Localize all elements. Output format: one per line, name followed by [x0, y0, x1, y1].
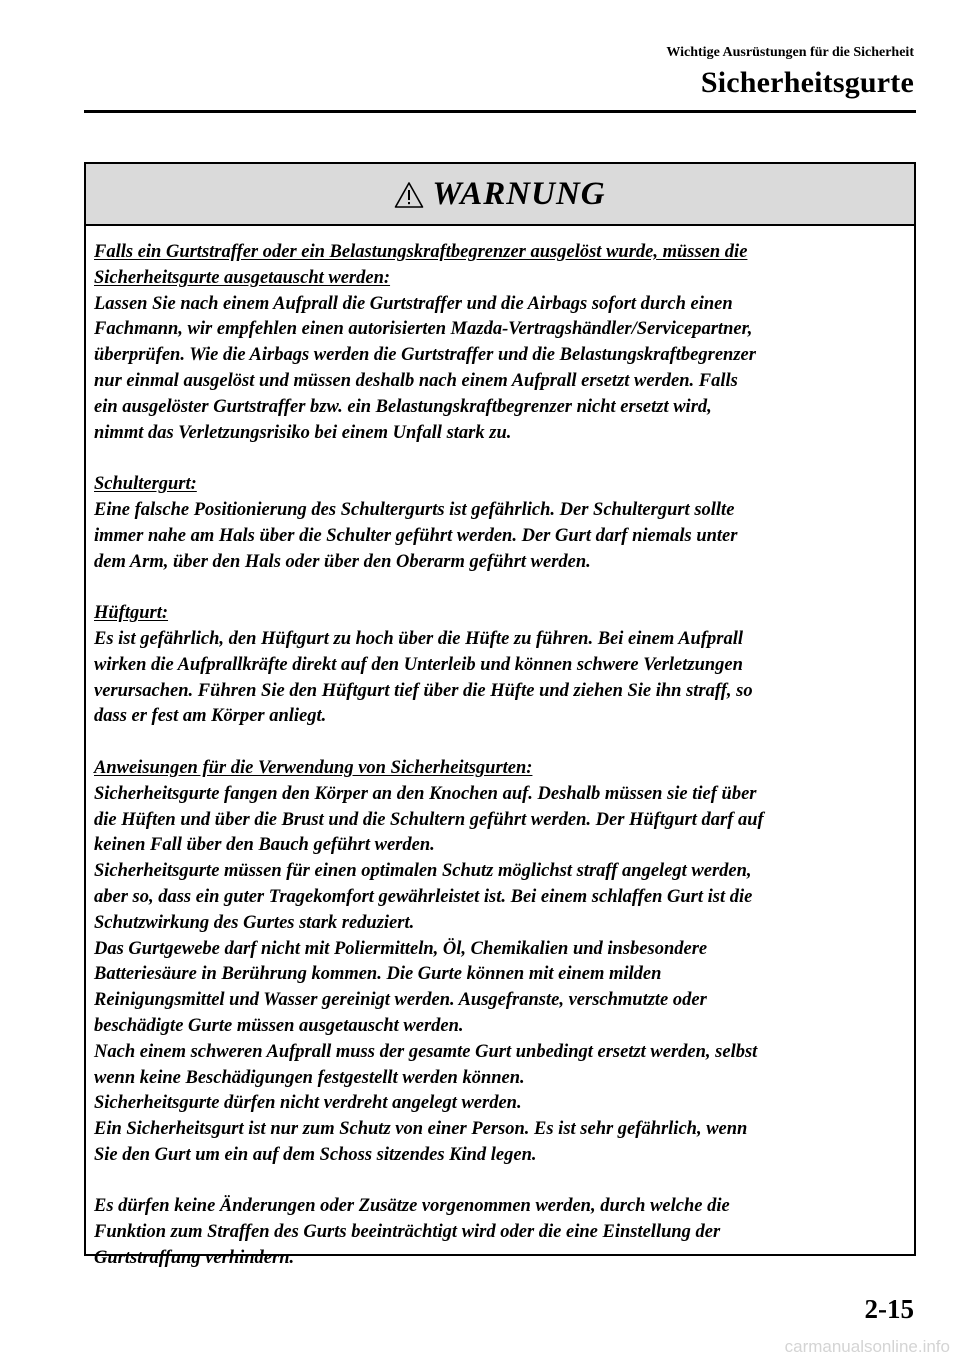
text-line: beschädigte Gurte müssen ausgetauscht werden.	[94, 1015, 464, 1036]
warning-block-modifications	[94, 1194, 906, 1271]
text-line: nimmt das Verletzungsrisiko bei einem Unfall stark zu.	[94, 422, 512, 443]
text-line: Es ist gefährlich, den Hüftgurt zu hoch über die Hüfte zu führen. Bei einem Aufprall	[94, 628, 743, 649]
text-line: überprüfen. Wie die Airbags werden die Gurtstraffer und die Belastungskraftbegrenzer	[94, 345, 756, 366]
warning-body	[86, 226, 914, 1272]
text-line: dass er fest am Körper anliegt.	[94, 706, 327, 727]
page-title: Sicherheitsgurte	[700, 66, 914, 99]
text-line: aber so, dass ein guter Tragekomfort gewährleistet ist. Bei einem schlaffen Gurt ist die	[94, 886, 753, 907]
warning-box	[84, 162, 916, 1269]
watermark: carmanualsonline.info	[784, 1337, 950, 1356]
text-line: Es dürfen keine Änderungen oder Zusätze vorgenommen werden, durch welche die	[94, 1196, 730, 1217]
text-line: Nach einem schweren Aufprall muss der gesamte Gurt unbedingt ersetzt werden, selbst	[94, 1041, 758, 1062]
text-line: Ein Sicherheitsgurt ist nur zum Schutz von einer Person. Es ist sehr gefährlich, wenn	[94, 1119, 748, 1140]
text-line: wenn keine Beschädigungen festgestellt werden können.	[94, 1067, 525, 1088]
text-line: ein ausgelöster Gurtstraffer bzw. ein Belastungskraftbegrenzer nicht ersetzt wird,	[94, 396, 712, 417]
block-heading: Sicherheitsgurte ausgetauscht werden:	[94, 267, 391, 288]
text-line: Batteriesäure in Berührung kommen. Die Gurte können mit einem milden	[94, 964, 662, 985]
text-line: Gurtstraffung verhindern.	[94, 1248, 295, 1269]
text-line: wirken die Aufprallkräfte direkt auf den Unterleib und können schwere Verletzungen	[94, 654, 743, 675]
block-heading: Falls ein Gurtstraffer oder ein Belastungskraftbegrenzer ausgelöst wurde, müssen die	[94, 242, 748, 262]
paragraph-gap	[94, 730, 906, 756]
section-label: Wichtige Ausrüstungen für die Sicherheit	[666, 45, 914, 60]
text-line: Sicherheitsgurte fangen den Körper an den Knochen auf. Deshalb müssen sie tief über	[94, 783, 757, 804]
text-line: Funktion zum Straffen des Gurts beeinträchtigt wird oder die eine Einstellung der	[94, 1222, 721, 1243]
text-line: keinen Fall über den Bauch geführt werden.	[94, 835, 435, 856]
warning-block-shoulder-belt	[94, 472, 906, 575]
warning-block-belt-replacement	[94, 240, 906, 446]
page-header	[666, 44, 914, 102]
paragraph-gap	[94, 575, 906, 601]
block-heading: Schultergurt:	[94, 474, 197, 495]
paragraph-gap	[94, 446, 906, 472]
text-line: Lassen Sie nach einem Aufprall die Gurtstraffer und die Airbags sofort durch einen	[94, 293, 733, 314]
warning-banner	[86, 164, 914, 226]
text-line: Sie den Gurt um ein auf dem Schoss sitzendes Kind legen.	[94, 1144, 537, 1165]
text-line: verursachen. Führen Sie den Hüftgurt tief über die Hüfte und ziehen Sie ihn straff, so	[94, 680, 753, 701]
text-line: Sicherheitsgurte müssen für einen optimalen Schutz möglichst straff angelegt werden,	[94, 861, 752, 882]
warning-triangle-icon	[394, 181, 424, 209]
paragraph-gap	[94, 1169, 906, 1195]
text-line: Eine falsche Positionierung des Schultergurts ist gefährlich. Der Schultergurt sollte	[94, 499, 735, 520]
text-line: die Hüften und über die Brust und die Schultern geführt werden. Der Hüftgurt darf auf	[94, 809, 764, 830]
warning-block-usage-instructions	[94, 756, 906, 1169]
text-line: dem Arm, über den Hals oder über den Oberarm geführt werden.	[94, 551, 591, 572]
text-line: Das Gurtgewebe darf nicht mit Poliermitteln, Öl, Chemikalien und insbesondere	[94, 938, 708, 959]
warning-title: WARNUNG	[432, 176, 606, 212]
block-heading: Anweisungen für die Verwendung von Sicherheitsgurten:	[94, 757, 533, 778]
text-line: Sicherheitsgurte dürfen nicht verdreht angelegt werden.	[94, 1093, 522, 1114]
text-line: nur einmal ausgelöst und müssen deshalb nach einem Aufprall ersetzt werden. Falls	[94, 370, 738, 391]
warning-block-lap-belt	[94, 601, 906, 730]
text-line: immer nahe am Hals über die Schulter geführt werden. Der Gurt darf niemals unter	[94, 525, 738, 546]
text-line: Fachmann, wir empfehlen einen autorisierten Mazda-Vertragshändler/Servicepartner,	[94, 319, 753, 340]
text-line: Schutzwirkung des Gurtes stark reduziert.	[94, 912, 415, 933]
block-heading: Hüftgurt:	[94, 603, 169, 624]
header-divider	[84, 110, 916, 113]
text-line: Reinigungsmittel und Wasser gereinigt werden. Ausgefranste, verschmutzte oder	[94, 990, 707, 1011]
page-number: 2-15	[864, 1294, 914, 1324]
